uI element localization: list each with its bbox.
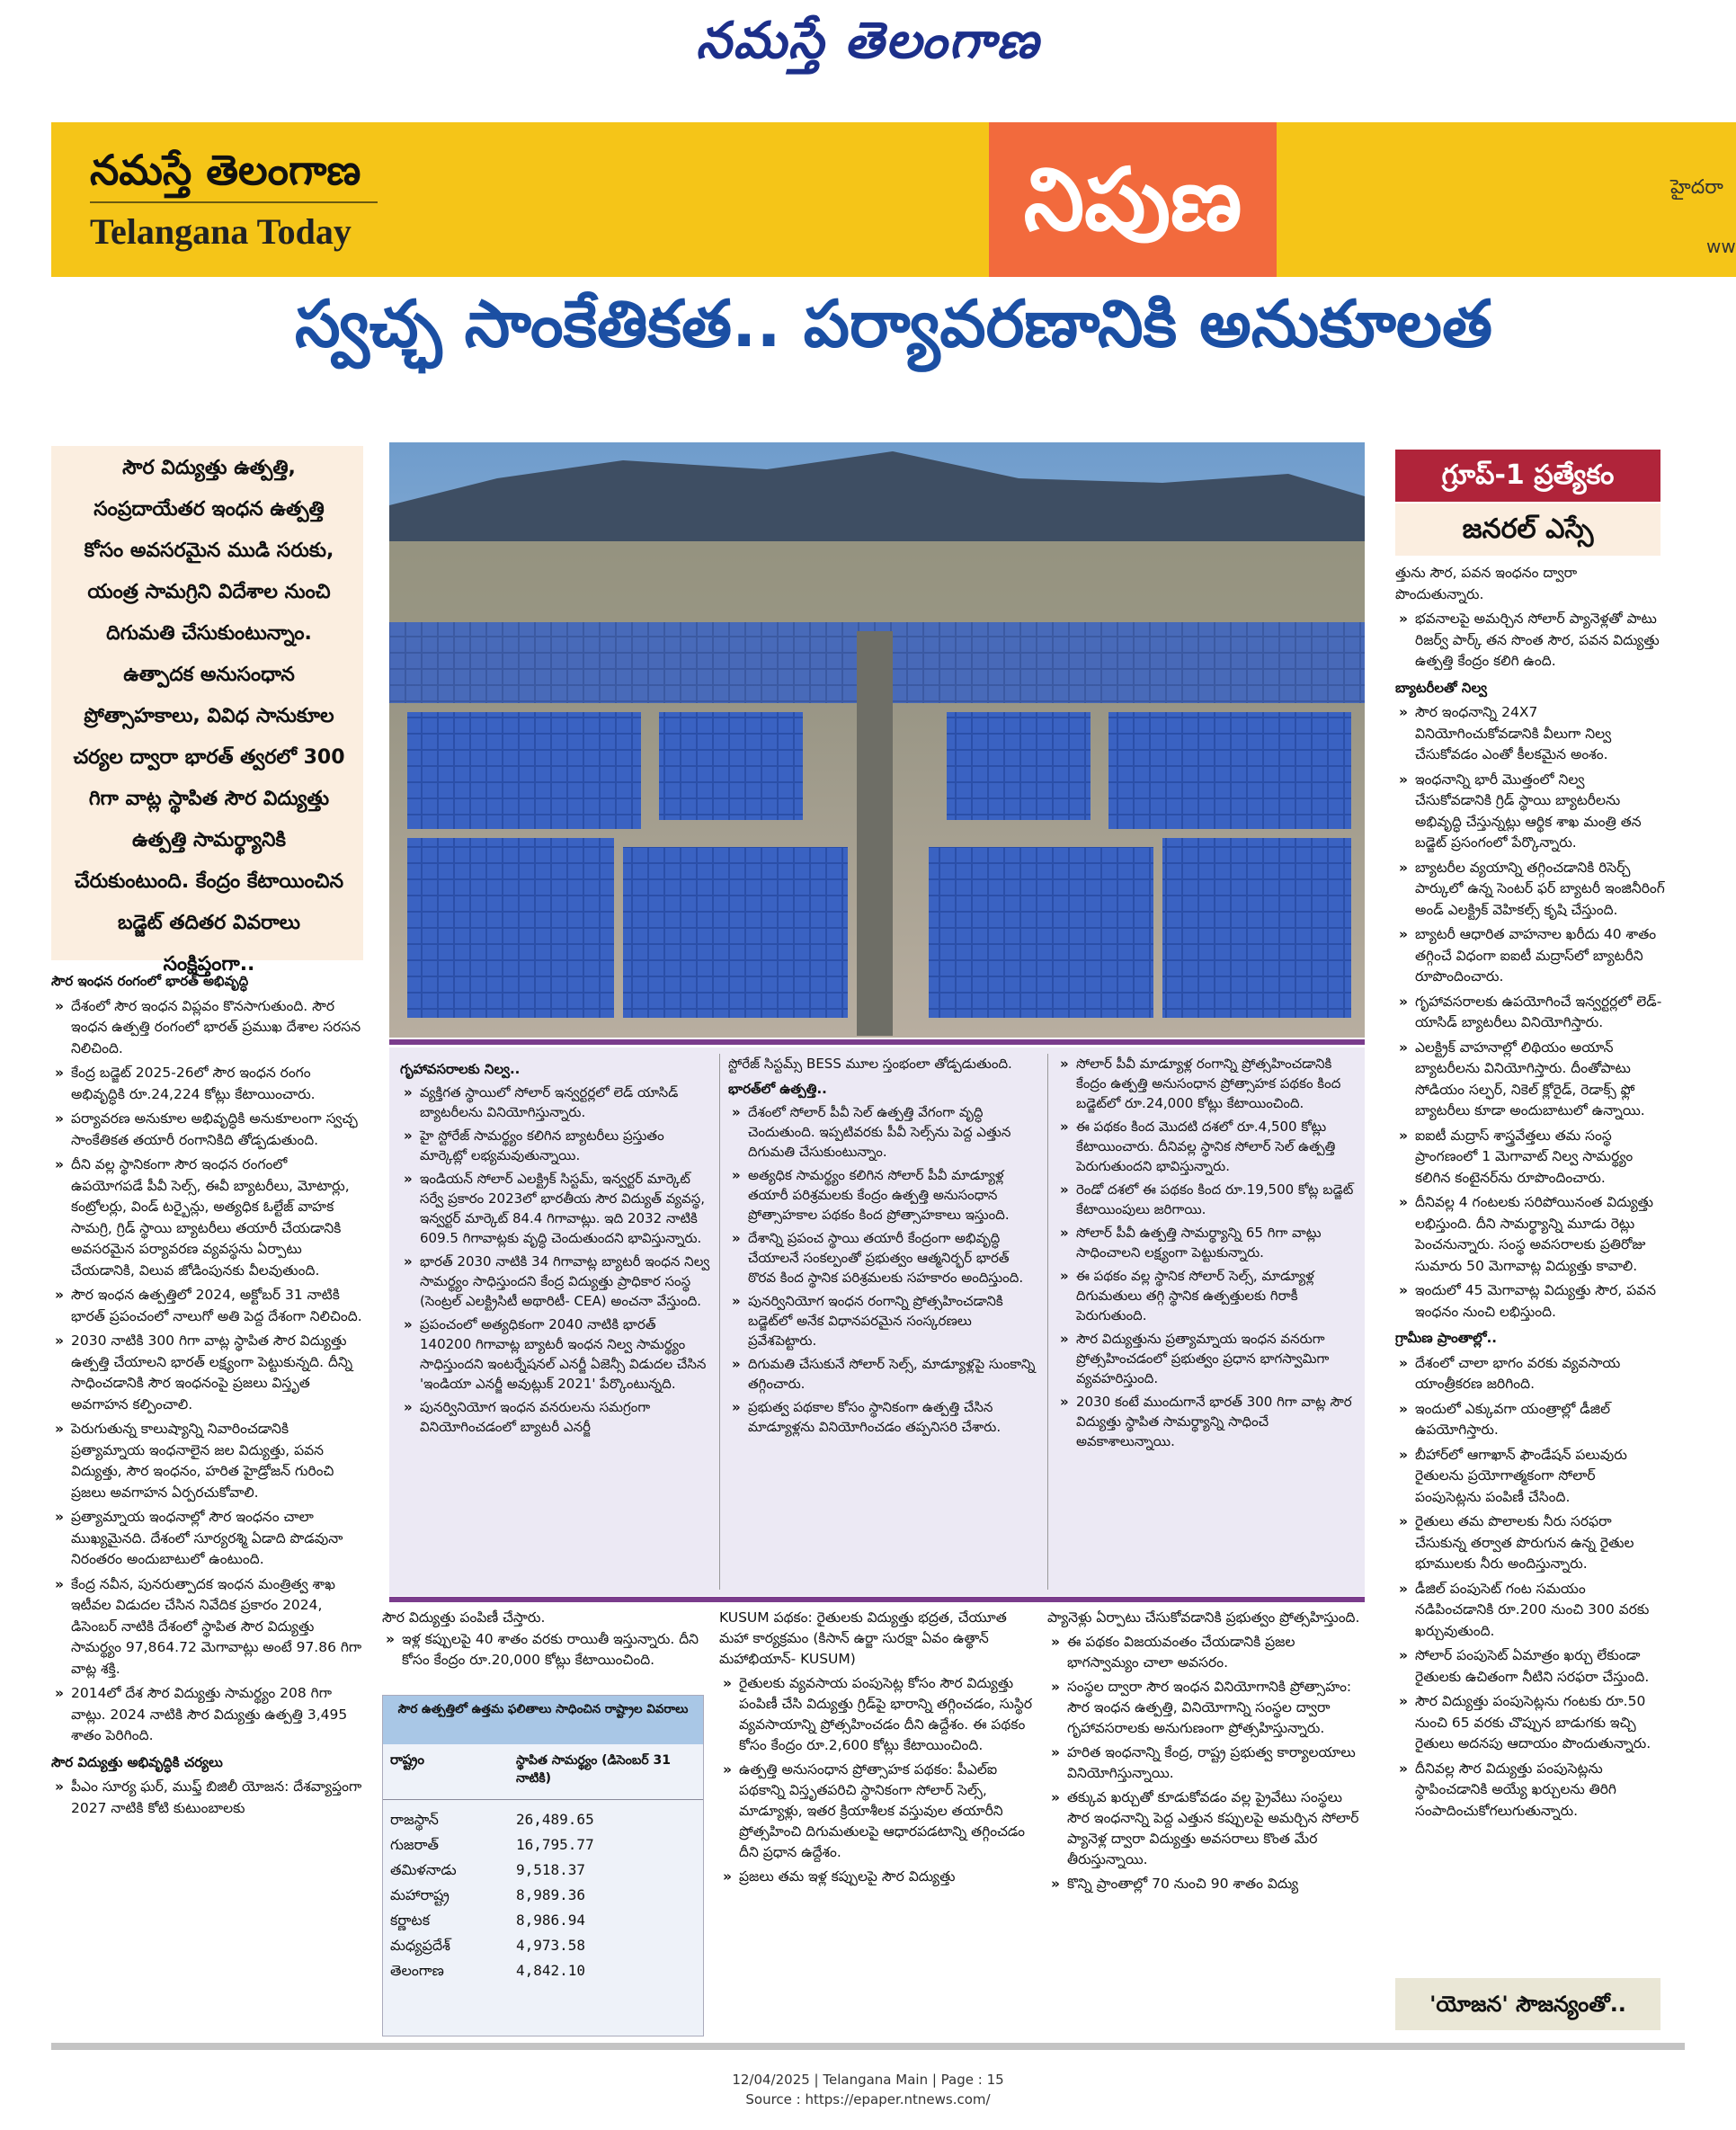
list-item: » పీఎం సూర్య ఘర్, ముఫ్త్ బిజిలీ యోజన: దేశవ్యాప్తంగా 2027 నాటికి కోటి కుటుంబాలకు — [51, 1777, 363, 1819]
table-row — [383, 1933, 703, 1958]
storage-col-3 — [1056, 1054, 1358, 1593]
list-item: » గృహావసరాలకు ఉపయోగించే ఇన్వర్టర్లలో లెడ్-యాసిడ్ బ్యాటరీలు వినియోగిస్తారు. — [1395, 992, 1665, 1034]
list-item: » ఈ పథకం విజయవంతం చేయడానికి ప్రజల భాగస్వామ్యం చాలా అవసరం. — [1047, 1632, 1362, 1673]
value-cell: 8,989.36 — [516, 1886, 586, 1903]
storage-col-1 — [400, 1054, 710, 1593]
panel-rows — [389, 622, 1365, 1036]
state-cell: కర్ణాటక — [390, 1912, 431, 1929]
storage-heading: గృహావసరాలకు నిల్వ.. — [400, 1061, 521, 1077]
column-divider — [1047, 1054, 1048, 1590]
list-item: » హరిత ఇంధనాన్ని కేంద్ర, రాష్ట్ర ప్రభుత్వ కార్యాలయాలు వినియోగిస్తున్నాయి. — [1047, 1742, 1362, 1784]
list-item: » ఇళ్ల కప్పులపై 40 శాతం వరకు రాయితీ ఇస్తున్నారు. దీని కోసం కేంద్రం రూ.20,000 కోట్లు కేటాయించింది. — [382, 1629, 706, 1671]
states-table — [382, 1695, 704, 2036]
bottom-rule — [51, 2043, 1685, 2050]
state-cell: మహారాష్ట్ర — [390, 1886, 450, 1903]
solar-panels-photo — [389, 442, 1365, 1038]
list-item: » వ్యక్తిగత స్థాయిలో సోలార్ ఇన్వర్టర్లలో లెడ్ యాసిడ్ బ్యాటరీలను వినియోగిస్తున్నారు. — [400, 1083, 710, 1122]
credit-badge: 'యోజన' సౌజన్యంతో.. — [1395, 1978, 1660, 2030]
list-item: » అత్యధిక సామర్థ్యం కలిగిన సోలార్ పీవీ మాడ్యూళ్ల తయారీ పరిశ్రమలకు కేంద్రం ఉత్పత్తి అనుసంధాన ప్రోత్సాహకాల పథకం కింద ప్రోత్సాహకాలు ఇస్తుంది. — [728, 1165, 1038, 1225]
list-item: » ఇందులో ఎక్కువగా యంత్రాల్లో డీజిల్ ఉపయోగిస్తారు. — [1395, 1399, 1665, 1441]
list-item: » దీని వల్ల స్థానికంగా సౌర ఇంధన రంగంలో ఉపయోగపడే పీవీ సెల్స్, ఈవీ బ్యాటరీలు, మోటార్లు, కంట్రోలర్లు, విండ్ టర్బైన్లు, అత్యధిక ఓల్టేజ్ వాహక సామగ్రి, గ్రిడ్ స్థాయి బ్యాటరీలు తయారీ చేయడానికి అవసరమైన పర్యావరణ వ్యవస్థను ఏర్పాటు చేయడానికి, విలువ జోడింపునకు వీలవుతుంది. — [51, 1154, 363, 1281]
list-item: » పెరుగుతున్న కాలుష్యాన్ని నివారించడానికి ప్రత్యామ్నాయ ఇంధనాలైన జల విద్యుత్తు, పవన విద్యుత్తు, సౌర ఇంధనం, హరిత హైడ్రోజన్ గురించి ప్రజలు అవగాహన ఏర్పరచుకోవాలి. — [51, 1419, 363, 1503]
list-item: » ప్రజలు తమ ఇళ్ల కప్పులపై సౌర విద్యుత్తు — [719, 1867, 1034, 1887]
value-cell: 8,986.94 — [516, 1912, 586, 1929]
band-divider — [90, 201, 378, 203]
list-item: » 2030 కంటే ముందుగానే భారత్ 300 గిగా వాట్ల సౌర విద్యుత్తు స్థాపిత సామర్థ్యాన్ని సాధించే అవకాశాలున్నాయి. — [1056, 1392, 1358, 1451]
lower-col-1-bullets — [382, 1629, 706, 1692]
right-column — [1395, 563, 1665, 1974]
list-item: » 2030 నాటికి 300 గిగా వాట్ల స్థాపిత సౌర విద్యుత్తు ఉత్పత్తి చేయాలని భారత్ లక్ష్యంగా పెట్టుకున్నది. దీన్ని సాధించడానికి సౌర ఇంధనంపై ప్రజలు విస్తృత అవగాహన కల్పించాలి. — [51, 1331, 363, 1415]
list-item: » సంస్థల ద్వారా సౌర ఇంధన వినియోగానికి ప్రోత్సాహం: సౌర ఇంధన ఉత్పత్తి, వినియోగాన్ని సంస్థల ద్వారా గృహావసరాలకు అనుగుణంగా ప్రోత్సహిస్తున్నారు. — [1047, 1677, 1362, 1739]
table-body — [383, 1800, 703, 1983]
list-item: » 2014లో దేశ సౌర విద్యుత్తు సామర్థ్యం 208 గిగా వాట్లు. 2024 నాటికి సౌర విద్యుత్తు ఉత్పత్తి 3,495 శాతం పెరిగింది. — [51, 1683, 363, 1747]
table-row — [383, 1883, 703, 1908]
table-title: సౌర ఉత్పత్తిలో ఉత్తమ ఫలితాలు సాధించిన రాష్ట్రాల వివరాలు — [383, 1696, 703, 1744]
list-item: » భారత్ 2030 నాటికి 34 గిగావాట్ల బ్యాటరీ ఇంధన నిల్వ సామర్థ్యం సాధిస్తుందని కేంద్ర విద్యుత్తు ప్రాధికార సంస్థ (సెంట్రల్ ఎలక్ట్రిసిటీ అథారిటీ- CEA) అంచనా వేస్తుంది. — [400, 1252, 710, 1311]
list-item: » ఇందులో 45 మెగావాట్ల విద్యుత్తు సౌర, పవన ఇంధనం నుంచి లభిస్తుంది. — [1395, 1280, 1665, 1323]
list-item: » పర్యావరణ అనుకూల అభివృద్ధికి అనుకూలంగా స్వచ్ఛ సాంకేతికత తయారీ రంగానికిది తోడ్పడుతుంది. — [51, 1109, 363, 1151]
value-cell: 4,842.10 — [516, 1962, 586, 1979]
footer-date-page: 12/04/2025 | Telangana Main | Page : 15 — [732, 2072, 1004, 2088]
state-cell: గుజరాత్ — [390, 1836, 440, 1853]
group1-badge: గ్రూప్-1 ప్రత్యేకం — [1395, 450, 1660, 502]
general-essay-badge: జనరల్ ఎస్సే — [1395, 504, 1660, 556]
table-row — [383, 1832, 703, 1858]
list-item: » పునర్వినియోగ ఇంధన రంగాన్ని ప్రోత్సహించడానికి బడ్జెట్‌లో అనేక విధానపరమైన సంస్కరణలు ప్రవేశపెట్టారు. — [728, 1291, 1038, 1350]
list-item: » రెండో దశలో ఈ పథకం కింద రూ.19,500 కోట్ల బడ్జెట్ కేటాయింపులు జరిగాయి. — [1056, 1180, 1358, 1219]
state-cell: రాజస్థాన్ — [390, 1811, 439, 1828]
footer-source: Source : https://epaper.ntnews.com/ — [745, 2091, 991, 2108]
list-item: » ఇండియన్ సోలార్ ఎలక్ట్రిక్ సిస్టమ్, ఇన్వర్టర్ మార్కెట్ సర్వే ప్రకారం 2023లో భారతీయ సౌర విద్యుత్ వ్యవస్థ, ఇన్వర్టర్ మార్కెట్ 84.4 గిగావాట్లు. ఇది 2032 నాటికి 609.5 గిగావాట్లకు వృద్ధి చెందుతుందని భావిస్తున్నారు. — [400, 1169, 710, 1248]
list-item: » ఈ పథకం కింద మొదటి దశలో రూ.4,500 కోట్లు కేటాయించారు. దీనివల్ల స్థానిక సోలార్ సెల్ ఉత్పత్తి పెరుగుతుందని భావిస్తున్నారు. — [1056, 1117, 1358, 1176]
list-item: » దేశంలో సౌర ఇంధన విప్లవం కొనసాగుతుంది. సౌర ఇంధన ఉత్పత్తి రంగంలో భారత్ ప్రముఖ దేశాల సరసన నిలిచింది. — [51, 996, 363, 1060]
table-row — [383, 1958, 703, 1983]
value-cell: 16,795.77 — [516, 1836, 594, 1853]
band-logo — [90, 144, 387, 253]
battery-heading: బ్యాటరీలతో నిల్వ — [1395, 679, 1487, 696]
masthead — [0, 0, 1736, 90]
list-item: » బ్యాటరీల వ్యయాన్ని తగ్గించడానికి రిసెర్చ్ పార్కులో ఉన్న సెంటర్ ఫర్ బ్యాటరీ ఇంజినీరింగ్ అండ్ ఎలక్ట్రిక్ వెహికల్స్ కృషి చేస్తుంది. — [1395, 858, 1665, 922]
storage-lead: స్టోరేజ్ సిస్టమ్స్ BESS మూల స్తంభంలా తోడ్పడుతుంది. — [728, 1056, 1012, 1072]
list-item: » కేంద్ర నవీన, పునరుత్పాదక ఇంధన మంత్రిత్వ శాఖ ఇటీవల విడుదల చేసిన నివేదిక ప్రకారం 2024, డిసెంబర్ నాటికి దేశంలో స్థాపిత సౌర విద్యుత్తు సామర్థ్యం 97,864.72 మెగావాట్లు అంటే 97.86 గిగా వాట్ల శక్తి. — [51, 1574, 363, 1680]
list-item: » ఐఐటీ మద్రాస్ శాస్త్రవేత్తలు తమ సంస్థ ప్రాంగణంలో 1 మెగావాట్ నిల్వ సామర్థ్యం కలిగిన కంటైనర్‌ను రూపొందించారు. — [1395, 1126, 1665, 1190]
box-bottom-rule — [389, 1597, 1365, 1602]
left-heading-2: సౌర విద్యుత్తు అభివృద్ధికి చర్యలు — [51, 1753, 223, 1770]
list-item: » ప్రపంచంలో అత్యధికంగా 2040 నాటికి భారత్ 140200 గిగావాట్ల బ్యాటరీ ఇంధన నిల్వ సామర్థ్యం సాధిస్తుందని ఇంటర్నేషనల్ ఎనర్జీ ఏజెన్సీ విడుదల చేసిన 'ఇండియా ఎనర్జీ అవుట్లుక్ 2021' పేర్కొంటున్నది. — [400, 1315, 710, 1394]
right-lead: త్తును సౌర, పవన ఇంధనం ద్వారా పొందుతున్నారు. — [1395, 565, 1578, 602]
list-item: » దేశాన్ని ప్రపంచ స్థాయి తయారీ కేంద్రంగా అభివృద్ధి చేయాలనే సంకల్పంతో ప్రభుత్వం ఆత్మనిర్భర్ భారత్ ఠొరవ కింద స్థానిక పరిశ్రమలకు సహకారం అందిస్తుంది. — [728, 1228, 1038, 1288]
list-item: » దేశంలో సోలార్ పీవీ సెల్ ఉత్పత్తి వేగంగా వృద్ధి చెందుతుంది. ఇప్పటివరకు పీవీ సెల్స్‌ను పెద్ద ఎత్తున దిగుమతి చేసుకుంటున్నాం. — [728, 1102, 1038, 1162]
box-top-rule — [389, 1039, 1365, 1045]
left-heading: సౌర ఇంధన రంగంలో భారత్ అభివృద్ధి — [51, 973, 249, 989]
list-item: » కేంద్ర బడ్జెట్ 2025-26లో సౌర ఇంధన రంగం అభివృద్ధికి రూ.24,224 కోట్లు కేటాయించారు. — [51, 1063, 363, 1105]
list-item: » భవనాలపై అమర్చిన సోలార్ ప్యానెళ్లతో పాటు రిజర్వ్ పార్క్ తన సొంత సౌర, పవన విద్యుత్తు ఉత్పత్తి కేంద్రం కలిగి ఉంది. — [1395, 609, 1665, 673]
value-cell: 26,489.65 — [516, 1811, 594, 1828]
lower-lead: సౌర విద్యుత్తు పంపిణీ చేస్తారు. — [382, 1609, 546, 1626]
table-row — [383, 1807, 703, 1832]
panels-lead: ప్యానెళ్లు ఏర్పాటు చేసుకోవడానికి ప్రభుత్వం ప్రోత్సహిస్తుంది. — [1047, 1609, 1360, 1626]
state-cell: మధ్యప్రదేశ్ — [390, 1937, 450, 1954]
value-cell: 9,518.37 — [516, 1861, 586, 1878]
table-col-capacity: స్థాపిత సామర్థ్యం (డిసెంబర్ 31 నాటికి) — [516, 1753, 672, 1786]
list-item: » తక్కువ ఖర్చుతో కూడుకోవడం వల్ల ప్రైవేటు సంస్థలు సౌర ఇంధనాన్ని పెద్ద ఎత్తున కప్పులపై అమర్చిన సోలార్ ప్యానెళ్ల ద్వారా విద్యుత్తు అవసరాలు కొంత మేర తీరుస్తున్నాయి. — [1047, 1787, 1362, 1870]
list-item: » దిగుమతి చేసుకునే సోలార్ సెల్స్, మాడ్యూళ్లపై సుంకాన్ని తగ్గించారు. — [728, 1354, 1038, 1394]
lower-col-2 — [719, 1608, 1034, 2039]
list-item: » దీనివల్ల సౌర విద్యుత్తు పంపుసెట్లను స్థాపించడానికి అయ్యే ఖర్చులను తిరిగి సంపాదించుకోగలుగుతున్నారు. — [1395, 1759, 1665, 1823]
list-item: » సౌర విద్యుత్తును ప్రత్యామ్నాయ ఇంధన వనరుగా ప్రోత్సహించడంలో ప్రభుత్వం ప్రధాన భాగస్వామిగా వ్యవహరిస్తుంది. — [1056, 1329, 1358, 1388]
list-item: » ఎలక్ట్రిక్ వాహనాల్లో లిథియం అయాన్ బ్యాటరీలను వినియోగిస్తారు. దీంతోపాటు సోడియం సల్ఫర్, నికెల్ క్లోరైడ్, రెడాక్స్ ఫ్లో బ్యాటరీలు కూడా అందుబాటులో ఉన్నాయి. — [1395, 1038, 1665, 1122]
column-divider — [719, 1054, 720, 1590]
list-item: » సౌర ఇంధనాన్ని 24X7 వినియోగించుకోవడానికి వీలుగా నిల్వ చేసుకోవడం ఎంతో కీలకమైన అంశం. — [1395, 702, 1665, 766]
list-item: » ప్రత్యామ్నాయ ఇంధనాల్లో సౌర ఇంధనం చాలా ముఖ్యమైనది. దేశంలో సూర్యరశ్మి ఏడాది పొడవునా నిరంతరం అందుబాటులో ఉంటుంది. — [51, 1507, 363, 1571]
band-paper-name: నమస్తే తెలంగాణ — [90, 146, 361, 194]
list-item: » ప్రభుత్వ పథకాల కోసం స్థానికంగా ఉత్పత్తి చేసిన మాడ్యూళ్లను వినియోగించడం తప్పనిసరి చేశారు. — [728, 1397, 1038, 1437]
list-item: » సౌర విద్యుత్తు పంపుసెట్లను గంటకు రూ.50 నుంచి 65 వరకు చొప్పున బాడుగకు ఇచ్చి రైతులు అదనపు ఆదాయం పొందుతున్నారు. — [1395, 1691, 1665, 1755]
table-row — [383, 1908, 703, 1933]
list-item: » రైతులకు వ్యవసాయ పంపుసెట్ల కోసం సౌర విద్యుత్తు పంపిణీ చేసి విద్యుత్తు గ్రిడ్‌పై భారాన్ని తగ్గించడం, సుస్థిర వ్యవసాయాన్ని ప్రోత్సహించడం దీని ఉద్దేశం. ఈ పథకం కోసం కేంద్రం రూ.2,600 కోట్లు కేటాయించింది. — [719, 1673, 1034, 1756]
list-item: » పునర్వినియోగ ఇంధన వనరులను సమగ్రంగా వినియోగించడంలో బ్యాటరీ ఎనర్జీ — [400, 1397, 710, 1437]
headline: స్వచ్ఛ సాంకేతికత.. పర్యావరణానికి అనుకూలత — [295, 286, 1492, 361]
table-header-row — [383, 1744, 703, 1800]
solar-photo-svg — [389, 442, 1365, 1038]
list-item: » సోలార్ పీవీ మాడ్యూళ్ల రంగాన్ని ప్రోత్సహించడానికి కేంద్రం ఉత్పత్తి అనుసంధాన ప్రోత్సాహక పథకం కింద బడ్జెట్‌లో రూ.24,000 కోట్లు కేటాయించింది. — [1056, 1054, 1358, 1113]
list-item: » బీహార్‌లో ఆగాఖాన్ ఫౌండేషన్ పలువురు రైతులను ప్రయోగాత్మకంగా సోలార్ పంపుసెట్లను పంపిణీ చేసింది. — [1395, 1445, 1665, 1509]
list-item: » ఉత్పత్తి అనుసంధాన ప్రోత్సాహక పథకం: పీఎల్ఐ పథకాన్ని విస్తృతపరిచి స్థానికంగా సోలార్ సెల్స్, మాడ్యూళ్లు, ఇతర క్రియాశీలక వస్తువుల తయారీని ప్రోత్సహించి దిగుమతులపై ఆధారపడటాన్ని తగ్గించడం దీని ప్రధాన ఉద్దేశం. — [719, 1760, 1034, 1863]
value-cell: 4,973.58 — [516, 1937, 586, 1954]
band-city: హైదరా — [1670, 176, 1723, 199]
table-row — [383, 1858, 703, 1883]
list-item: » దేశంలో చాలా భాగం వరకు వ్యవసాయ యాంత్రీకరణ జరిగింది. — [1395, 1353, 1665, 1395]
list-item: » ఈ పథకం వల్ల స్థానిక సోలార్ సెల్స్, మాడ్యూళ్ల దిగుమతులు తగ్గి స్థానిక ఉత్పత్తులకు గిరాకీ పెరుగుతుంది. — [1056, 1266, 1358, 1325]
list-item: » సోలార్ పీవీ ఉత్పత్తి సామర్థ్యాన్ని 65 గిగా వాట్లు సాధించాలని లక్ష్యంగా పెట్టుకున్నారు. — [1056, 1223, 1358, 1262]
production-heading: భారత్‌లో ఉత్పత్తి.. — [728, 1081, 827, 1097]
intro-text: సౌర విద్యుత్తు ఉత్పత్తి, సంప్రదాయేతర ఇంధన ఉత్పత్తి కోసం అవసరమైన ముడి సరుకు, యంత్ర సామగ్రిని విదేశాల నుంచి దిగుమతి చేసుకుంటున్నాం. ఉత్పాదక అనుసంధాన ప్రోత్సాహకాలు, వివిధ సానుకూల చర్యల ద్వారా భారత్ త్వరలో 300 గిగా వాట్ల స్థాపిత సౌర విద్యుత్తు ఉత్పత్తి సామర్థ్యానికి చేరుకుంటుంది. కేంద్రం కేటాయించిన బడ్జెట్ తదితర వివరాలు సంక్షిప్తంగా.. — [73, 457, 345, 976]
list-item: » రైతులు తమ పొలాలకు నీరు సరఫరా చేసుకున్న తర్వాత పొరుగున ఉన్న రైతుల భూములకు నీరు అందిస్తున్నారు. — [1395, 1511, 1665, 1575]
list-item: » డీజిల్ పంపుసెట్ గంట సమయం నడిపించడానికి రూ.200 నుంచి 300 వరకు ఖర్చువుతుంది. — [1395, 1579, 1665, 1643]
list-item: » దీనివల్ల 4 గంటలకు సరిపోయినంత విద్యుత్తు లభిస్తుంది. దీని సామర్థ్యాన్ని మూడు రెట్లు పెంచనున్నారు. సంస్థ అవసరాలకు ప్రతిరోజు సుమారు 50 మెగావాట్ల విద్యుత్తు కావాలి. — [1395, 1192, 1665, 1277]
storage-col-2 — [728, 1054, 1038, 1593]
rural-heading: గ్రామీణ ప్రాంతాల్లో.. — [1395, 1330, 1497, 1346]
state-cell: తెలంగాణ — [390, 1962, 444, 1979]
section-title: నిపుణ — [989, 122, 1277, 277]
kusum-lead: KUSUM పథకం: రైతులకు విద్యుత్తు భద్రత, చేయూత మహా కార్యక్రమం (కిసాన్ ఉర్జా సురక్షా ఏవం ఉత్థాన్ మహాభియాన్- KUSUM) — [719, 1609, 1007, 1667]
state-cell: తమిళనాడు — [390, 1861, 457, 1878]
left-column — [51, 966, 363, 2036]
band-english-name: Telangana Today — [90, 211, 352, 252]
list-item: » కొన్ని ప్రాంతాల్లో 70 నుంచి 90 శాతం విద్యు — [1047, 1874, 1362, 1894]
list-item: » సౌర ఇంధన ఉత్పత్తిలో 2024, అక్టోబర్ 31 నాటికి భారత్ ప్రపంచంలో నాలుగో అతి పెద్ద దేశంగా నిలిచింది. — [51, 1285, 363, 1327]
band-web: ww — [1706, 236, 1736, 257]
list-item: » ఇంధనాన్ని భారీ మొత్తంలో నిల్వ చేసుకోవడానికి గ్రిడ్ స్థాయి బ్యాటరీలను అభివృద్ధి చేస్తున్నట్లు ఆర్థిక శాఖ మంత్రి తన బడ్జెట్ ప్రసంగంలో పేర్కొన్నారు. — [1395, 770, 1665, 854]
list-item: » బ్యాటరీ ఆధారిత వాహనాల ఖరీదు 40 శాతం తగ్గించే విధంగా ఐఐటీ మద్రాస్‌లో బ్యాటరీని రూపొందించారు. — [1395, 924, 1665, 988]
list-item: » హై స్టోరేజ్ సామర్థ్యం కలిగిన బ్యాటరీలు ప్రస్తుతం మార్కెట్లో లభ్యమవుతున్నాయి. — [400, 1126, 710, 1165]
masthead-title: నమస్తే తెలంగాణ — [696, 11, 1040, 70]
list-item: » సోలార్ పంపుసెట్ ఏమాత్రం ఖర్చు లేకుండా రైతులకు ఉచితంగా నీటిని సరఫరా చేస్తుంది. — [1395, 1645, 1665, 1688]
lower-col-3 — [1047, 1608, 1362, 2039]
table-col-state: రాష్ట్రం — [390, 1751, 424, 1768]
